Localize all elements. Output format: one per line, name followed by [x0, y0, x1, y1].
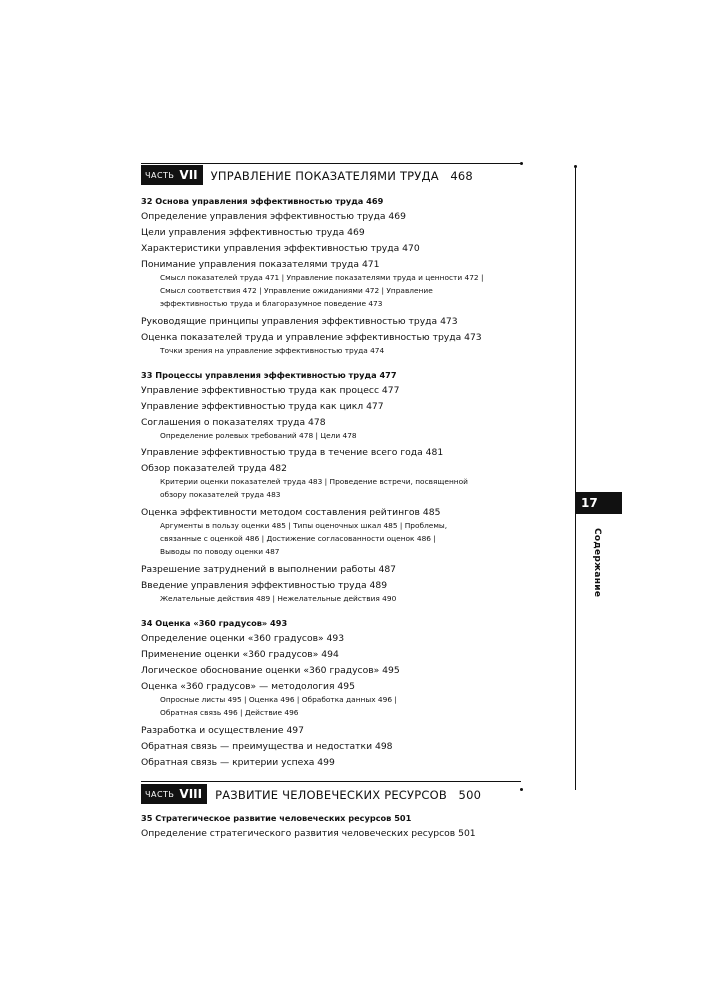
toc-chapter[interactable]: 32 Основа управления эффективностью труда 469 — [141, 196, 384, 206]
toc-section[interactable]: Разработка и осуществление 497 — [141, 725, 304, 736]
toc-subsection[interactable]: Точки зрения на управление эффективностью труда 474 — [160, 346, 385, 355]
toc-subsection[interactable]: Смысл показателей труда 471 | Управление показателями труда и ценности 472 | — [160, 273, 484, 282]
toc-chapter[interactable]: 35 Стратегическое развитие человеческих ресурсов 501 — [141, 813, 412, 823]
toc-subsection[interactable]: Желательные действия 489 | Нежелательные действия 490 — [160, 594, 397, 603]
chapter-tab-number: 17 — [581, 496, 598, 510]
toc-section[interactable]: Соглашения о показателях труда 478 — [141, 417, 326, 428]
toc-subsection[interactable]: эффективностью труда и благоразумное поведение 473 — [160, 299, 383, 308]
toc-chapter[interactable]: 33 Процессы управления эффективностью труда 477 — [141, 370, 397, 380]
toc-section[interactable]: Управление эффективностью труда как процесс 477 — [141, 385, 400, 396]
toc-section[interactable]: Обратная связь — преимущества и недостатки 498 — [141, 741, 393, 752]
toc-subsection[interactable]: связанные с оценкой 486 | Достижение согласованности оценок 486 | — [160, 534, 436, 543]
part-page: 468 — [450, 169, 473, 183]
part-viii-header — [141, 782, 481, 804]
part-page: 500 — [458, 788, 482, 802]
part-number: VII — [179, 168, 198, 182]
part-title — [211, 169, 473, 185]
toc-subsection[interactable]: Выводы по поводу оценки 487 — [160, 547, 280, 556]
rule-dot-top — [574, 165, 577, 168]
toc-section[interactable]: Определение стратегического развития человеческих ресурсов 501 — [141, 828, 476, 839]
toc-section[interactable]: Характеристики управления эффективностью труда 470 — [141, 243, 420, 254]
header-dot-2 — [520, 788, 523, 791]
toc-section[interactable]: Введение управления эффективностью труда 489 — [141, 580, 388, 591]
vertical-rule — [575, 167, 576, 790]
toc-subsection[interactable]: Смысл соответствия 472 | Управление ожиданиями 472 | Управление — [160, 286, 433, 295]
chapter-tab — [576, 492, 622, 514]
toc-section[interactable]: Оценка «360 градусов» — методология 495 — [141, 681, 355, 692]
toc-section[interactable]: Разрешение затруднений в выполнении работы 487 — [141, 564, 397, 575]
toc-section[interactable]: Определение оценки «360 градусов» 493 — [141, 633, 345, 644]
toc-subsection[interactable]: Критерии оценки показателей труда 483 | Проведение встречи, посвященной — [160, 477, 468, 486]
part-title — [215, 788, 481, 804]
part-number: VIII — [179, 787, 203, 801]
toc-section[interactable]: Обратная связь — критерии успеха 499 — [141, 757, 335, 768]
toc-section[interactable]: Определение управления эффективностью труда 469 — [141, 211, 406, 222]
part-title-text: РАЗВИТИЕ ЧЕЛОВЕЧЕСКИХ РЕСУРСОВ — [215, 788, 447, 802]
part-vii-box — [141, 165, 203, 185]
part-vii-header — [141, 163, 473, 185]
toc-subsection[interactable]: Аргументы в пользу оценки 485 | Типы оценочных шкал 485 | Проблемы, — [160, 521, 448, 530]
part-word: ЧАСТЬ — [145, 170, 175, 180]
toc-section[interactable]: Обзор показателей труда 482 — [141, 463, 287, 474]
part-viii-box — [141, 784, 207, 804]
side-label: Содержание — [592, 528, 602, 598]
toc-section[interactable]: Руководящие принципы управления эффективностью труда 473 — [141, 316, 458, 327]
toc-section[interactable]: Цели управления эффективностью труда 469 — [141, 227, 365, 238]
toc-section[interactable]: Управление эффективностью труда как цикл 477 — [141, 401, 384, 412]
toc-subsection[interactable]: Определение ролевых требований 478 | Цели 478 — [160, 431, 357, 440]
toc-section[interactable]: Управление эффективностью труда в течение всего года 481 — [141, 447, 444, 458]
toc-section[interactable]: Логическое обоснование оценки «360 градусов» 495 — [141, 665, 400, 676]
toc-chapter[interactable]: 34 Оценка «360 градусов» 493 — [141, 618, 288, 628]
toc-section[interactable]: Оценка эффективности методом составления рейтингов 485 — [141, 507, 441, 518]
toc-section[interactable]: Применение оценки «360 градусов» 494 — [141, 649, 339, 660]
toc-section[interactable]: Оценка показателей труда и управление эффективностью труда 473 — [141, 332, 482, 343]
part-title-text: УПРАВЛЕНИЕ ПОКАЗАТЕЛЯМИ ТРУДА — [210, 169, 439, 183]
toc-section[interactable]: Понимание управления показателями труда 471 — [141, 259, 380, 270]
toc-subsection[interactable]: Обратная связь 496 | Действие 496 — [160, 708, 299, 717]
toc-subsection[interactable]: Опросные листы 495 | Оценка 496 | Обработка данных 496 | — [160, 695, 397, 704]
toc-subsection[interactable]: обзору показателей труда 483 — [160, 490, 281, 499]
part-word: ЧАСТЬ — [145, 789, 175, 799]
